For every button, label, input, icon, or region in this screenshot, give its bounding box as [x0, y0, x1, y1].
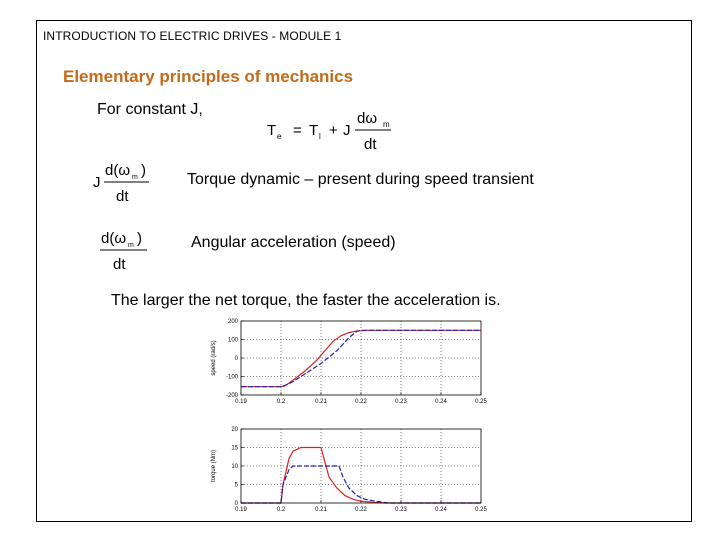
d-num: d(ω	[101, 230, 127, 247]
torque-dynamic-text: Torque dynamic – present during speed transient	[187, 171, 534, 188]
main-equation	[263, 99, 393, 155]
y-axis-label: torque (Nm)	[211, 449, 217, 483]
y-tick-label: 200	[227, 319, 238, 325]
slide-frame	[36, 20, 692, 522]
torque-chart	[203, 423, 493, 523]
d-den: dt	[113, 256, 126, 273]
d-equation	[97, 225, 159, 275]
constant-j-text: For constant J,	[97, 101, 203, 118]
y-tick-label: 10	[231, 464, 238, 470]
y-tick-label: -100	[225, 374, 238, 381]
x-tick-label: 0.22	[355, 507, 367, 513]
jd-num-sub: m	[132, 174, 138, 181]
eq-num: dω	[357, 110, 378, 127]
slide-title: Elementary principles of mechanics	[63, 67, 354, 86]
y-tick-label: 20	[231, 427, 238, 433]
jd-equation	[89, 157, 159, 207]
y-tick-label: -200	[225, 393, 238, 399]
eq-den: dt	[364, 136, 377, 153]
x-tick-label: 0.23	[395, 399, 407, 405]
jd-den: dt	[116, 188, 129, 205]
x-tick-label: 0.25	[475, 507, 487, 513]
speed-chart	[203, 315, 493, 415]
eq-plus: +	[329, 122, 338, 139]
x-tick-label: 0.24	[435, 507, 447, 513]
y-tick-label: 0	[234, 356, 238, 362]
x-tick-label: 0.24	[435, 399, 447, 405]
y-tick-label: 5	[234, 482, 238, 489]
x-tick-label: 0.22	[355, 399, 367, 405]
y-tick-label: 15	[231, 445, 238, 452]
jd-j: J	[93, 174, 101, 191]
larger-torque-text: The larger the net torque, the faster the acceleration is.	[111, 292, 501, 309]
y-tick-label: 0	[234, 501, 238, 507]
x-tick-label: 0.23	[395, 507, 407, 513]
slide-header: INTRODUCTION TO ELECTRIC DRIVES - MODULE 1	[43, 29, 342, 43]
d-num-sub: m	[128, 242, 134, 249]
series-line-red	[241, 448, 481, 504]
x-tick-label: 0.21	[315, 399, 327, 405]
x-tick-label: 0.2	[276, 399, 286, 405]
y-axis-label: speed (rad/s)	[211, 340, 217, 376]
eq-tl-sub: l	[319, 132, 321, 141]
d-num-close: )	[137, 230, 142, 247]
x-tick-label: 0.2	[276, 507, 286, 513]
eq-num-sub: m	[383, 120, 390, 129]
x-tick-label: 0.19	[235, 399, 247, 405]
eq-tl: T	[309, 122, 319, 139]
x-tick-label: 0.21	[315, 507, 327, 513]
eq-te: T	[267, 122, 277, 139]
jd-num-close: )	[141, 162, 146, 179]
y-tick-label: 100	[227, 337, 238, 344]
angular-accel-text: Angular acceleration (speed)	[191, 234, 396, 251]
x-tick-label: 0.25	[475, 399, 487, 405]
eq-equals: =	[293, 122, 302, 139]
x-tick-label: 0.19	[235, 507, 247, 513]
jd-num: d(ω	[105, 162, 131, 179]
eq-te-sub: e	[277, 132, 282, 141]
eq-j: J	[343, 122, 351, 139]
